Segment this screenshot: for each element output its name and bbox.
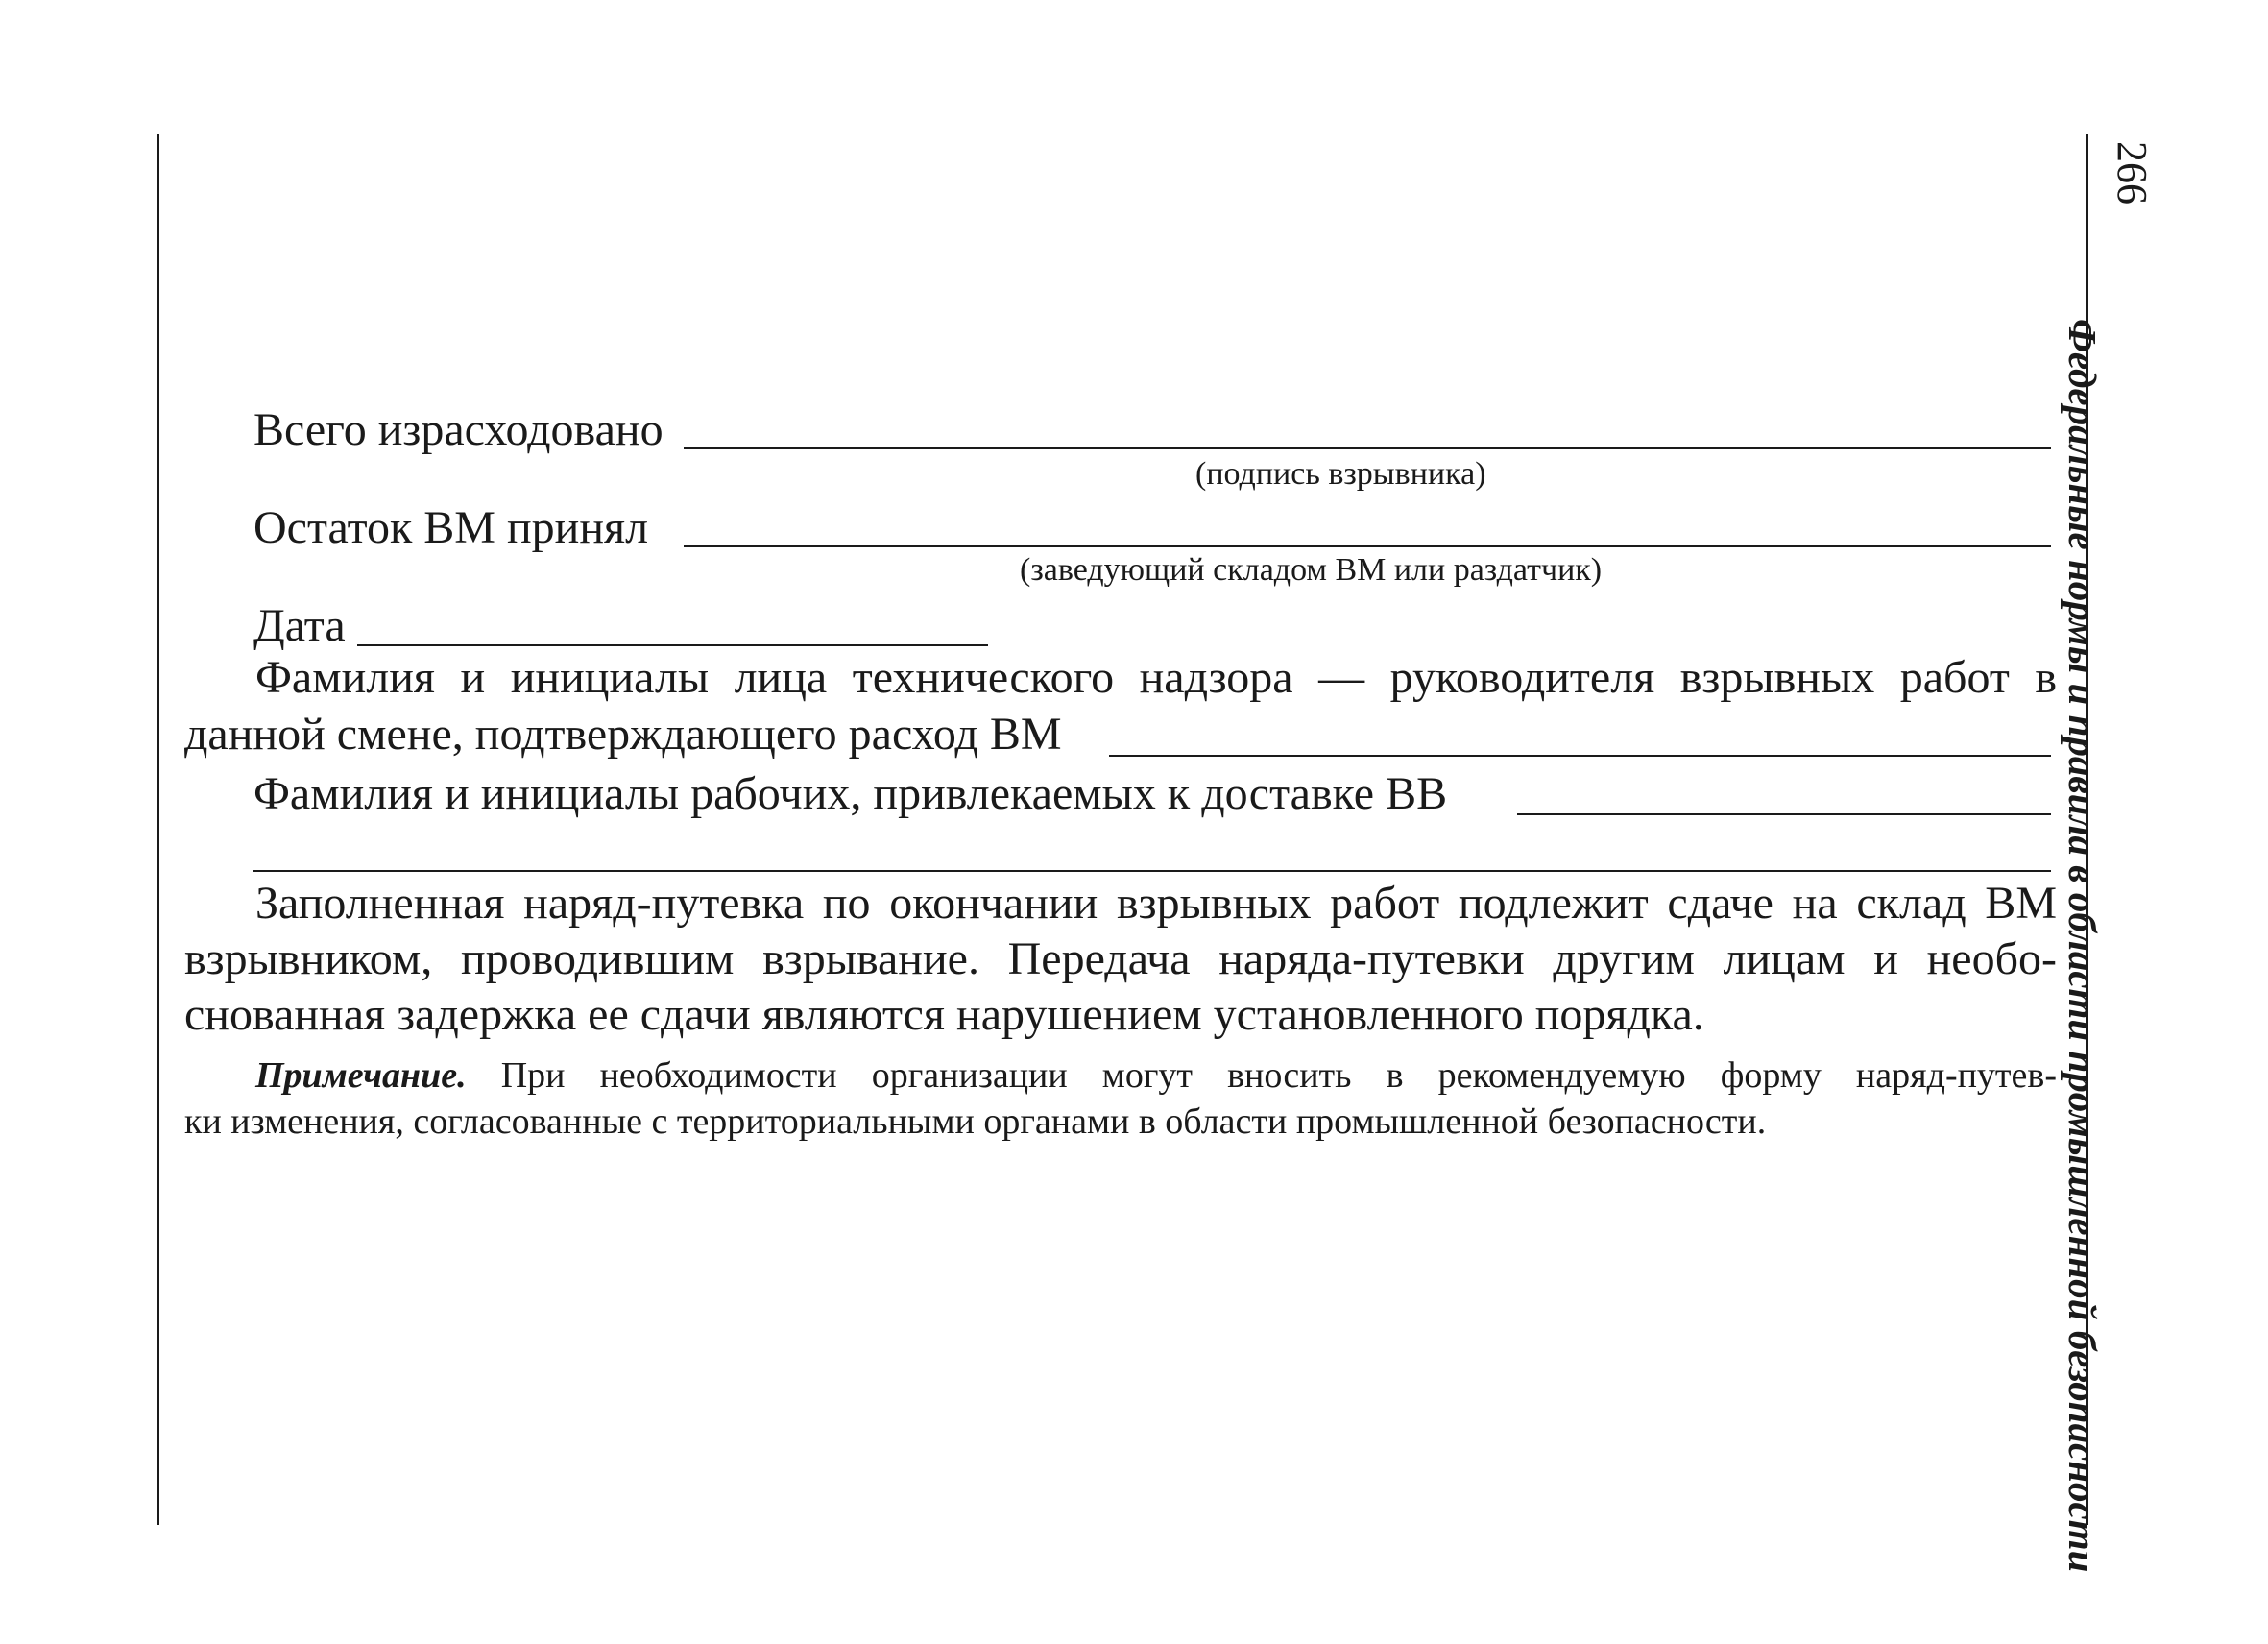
submission-paragraph: [184, 876, 2057, 1043]
total-spent-blank[interactable]: [684, 447, 2051, 449]
remainder-caption: (заведующий складом ВМ или раздатчик): [1020, 552, 1603, 588]
page-number: 266: [2109, 141, 2156, 205]
left-margin-rule: [157, 134, 159, 1525]
workers-label: Фамилия и инициалы рабочих, привлекаемых к доставке ВВ: [253, 768, 1448, 819]
total-spent-caption: (подпись взрывника): [1195, 456, 1486, 492]
date-label: Дата: [253, 600, 346, 651]
supervisor-paragraph: [184, 650, 2057, 706]
remainder-label: Остаток ВМ принял: [253, 502, 649, 553]
paragraph-line: взрывником, проводившим взрывание. Передача наряда-путевки другим лицам и необо-: [184, 933, 2057, 984]
paragraph-line: Заполненная наряд-путевка по окончании взрывных работ подлежит сдаче на склад ВМ: [255, 878, 2057, 929]
supervisor-line-1: Фамилия и инициалы лица технического надзора — руководителя взрывных работ в: [255, 652, 2057, 703]
supervisor-line-2: данной смене, подтверждающего расход ВМ: [184, 709, 1062, 760]
remainder-blank[interactable]: [684, 545, 2051, 547]
note-line: [184, 1052, 2057, 1099]
note-paragraph: [184, 1052, 2057, 1145]
workers-blank[interactable]: [1517, 813, 2051, 815]
note-line: ки изменения, согласованные с территориальными органами в области промышленной безопасности.: [184, 1101, 1767, 1142]
date-blank[interactable]: [357, 644, 988, 646]
supervisor-blank[interactable]: [1109, 755, 2051, 757]
note-text: При необходимости организации могут вносить в рекомендуемую форму наряд-путев-: [466, 1055, 2057, 1096]
paragraph-line: снованная задержка ее сдачи являются нарушением установленного порядка.: [184, 989, 1704, 1040]
workers-blank-continued[interactable]: [253, 870, 2051, 872]
total-spent-label: Всего израсходовано: [253, 404, 664, 455]
note-label: Примечание.: [255, 1055, 467, 1096]
running-head: Федеральные нормы и правила в области промышленной безопасности: [2061, 319, 2105, 1573]
